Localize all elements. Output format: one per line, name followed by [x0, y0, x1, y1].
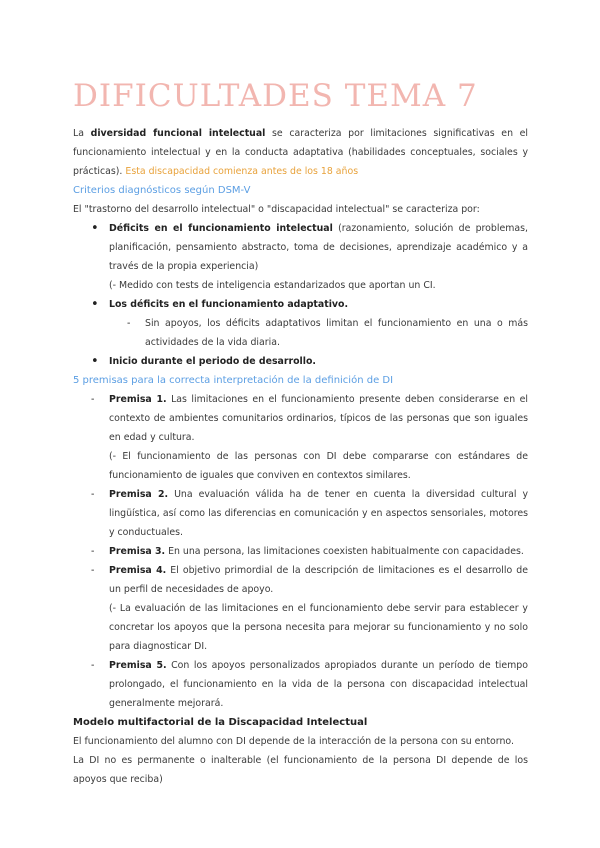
list-item: [73, 219, 528, 276]
list-item: [73, 656, 528, 713]
criteria-note: (- Medido con tests de inteligencia estandarizados que aportan un CI.: [109, 280, 436, 291]
list-item-note: [73, 276, 528, 295]
criteria-lead: El "trastorno del desarrollo intelectual" o "discapacidad intelectual" se caracteriza por:: [73, 204, 480, 215]
premise-text: En una persona, las limitaciones coexisten habitualmente con capacidades.: [165, 546, 524, 557]
criteria-list: [73, 219, 528, 371]
model-line-1: El funcionamiento del alumno con DI depende de la interacción de la persona con su entorno.: [73, 736, 514, 747]
model-heading: Modelo multifactorial de la Discapacidad Intelectual: [73, 717, 368, 728]
criteria-item-bold: Inicio durante el periodo de desarrollo.: [109, 356, 316, 367]
premises-heading: 5 premisas para la correcta interpretación de la definición de DI: [73, 375, 394, 386]
intro-text-pre: La: [73, 128, 91, 139]
list-item-sub: [73, 314, 528, 352]
premises-list: [73, 390, 528, 713]
premise-label: Premisa 4.: [109, 565, 167, 576]
premise-text: Una evaluación válida ha de tener en cuenta la diversidad cultural y lingüística, así como las diferencias en comunicación y en aspectos sensoriales, motores y conductuales.: [109, 489, 528, 538]
list-item-note: [73, 599, 528, 656]
criteria-item-text: (razonamiento, solución de problemas, planificación, pensamiento abstracto, toma de decisiones, aprendizaje académico y a través de la propia experiencia): [109, 223, 528, 272]
list-item: [73, 295, 528, 314]
criteria-heading: Criterios diagnósticos según DSM-V: [73, 185, 251, 196]
criteria-sub-text: - Sin apoyos, los déficits adaptativos limitan el funcionamiento en una o más actividades de la vida diaria.: [145, 318, 528, 348]
premise-note: (- El funcionamiento de las personas con DI debe compararse con estándares de funcionamiento de iguales que conviven en contextos similares.: [109, 451, 528, 481]
model-line-2: La DI no es permanente o inalterable (el funcionamiento de la persona DI depende de los apoyos que reciba): [73, 755, 528, 785]
list-item: [73, 485, 528, 542]
list-item: [73, 390, 528, 447]
premise-text: El objetivo primordial de la descripción de limitaciones es el desarrollo de un perfil de necesidades de apoyo.: [109, 565, 528, 595]
page-title: DIFICULTADES TEMA 7: [73, 78, 478, 114]
intro-text-rest: se caracteriza por limitaciones significativas en el funcionamiento intelectual y en la conducta adaptativa (habilidades conceptuales, sociales y prácticas).: [73, 128, 529, 177]
premise-label: Premisa 2.: [109, 489, 169, 500]
list-item: [73, 352, 528, 371]
list-item-note: [73, 447, 528, 485]
premise-text: Las limitaciones en el funcionamiento presente deben considerarse en el contexto de ambientes comunitarios ordinarios, típicos de las personas que son iguales en edad y cultura.: [109, 394, 528, 443]
list-item: [73, 561, 528, 599]
intro-highlight: Esta discapacidad comienza antes de los 18 años: [125, 166, 359, 177]
criteria-item-bold: Los déficits en el funcionamiento adaptativo.: [109, 299, 349, 310]
premise-label: Premisa 3.: [109, 546, 166, 557]
criteria-item-bold: Déficits en el funcionamiento intelectual: [109, 223, 333, 234]
intro-paragraph: [73, 124, 528, 181]
premise-note: (- La evaluación de las limitaciones en el funcionamiento debe servir para establecer y concretar los apoyos que la persona necesita para mejorar su funcionamiento y no solo para diagnosticar DI.: [109, 603, 528, 652]
premise-text: Con los apoyos personalizados apropiados durante un período de tiempo prolongado, el funcionamiento en la vida de la persona con discapacidad intelectual generalmente mejorará.: [109, 660, 528, 709]
premise-label: Premisa 5.: [109, 660, 167, 671]
document-content: [73, 124, 528, 789]
premise-label: Premisa 1.: [109, 394, 167, 405]
list-item: [73, 542, 528, 561]
intro-bold-term: diversidad funcional intelectual: [90, 128, 266, 139]
